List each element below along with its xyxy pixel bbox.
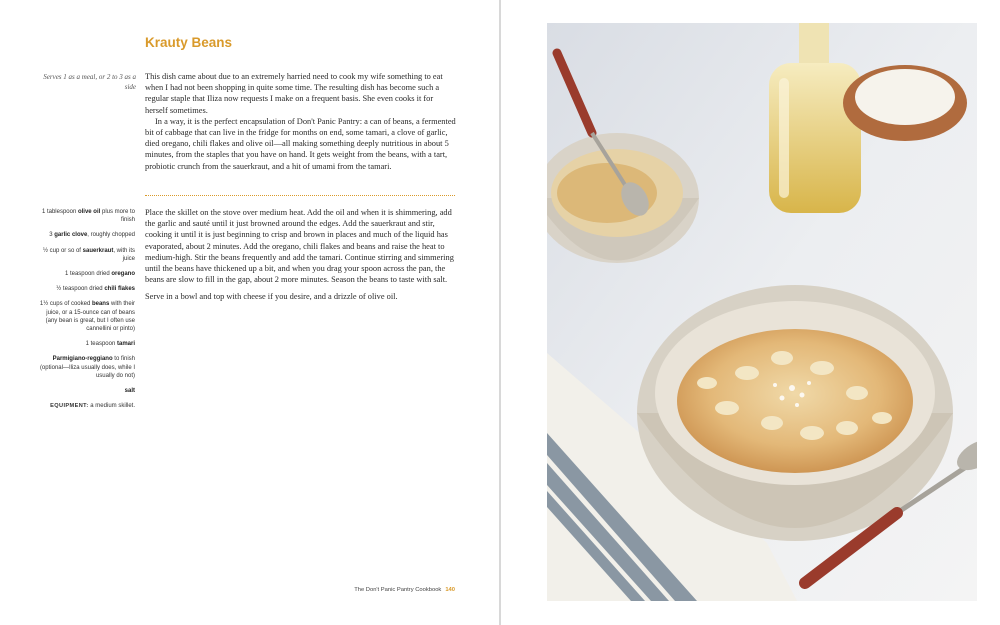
ingredient-item: 1 tablespoon olive oil plus more to finish	[41, 209, 135, 224]
page-number: 140	[445, 587, 455, 593]
ingredient-item: ½ cup or so of sauerkraut, with its juice	[42, 247, 135, 262]
ingredient-list	[36, 208, 135, 417]
page-footer	[300, 587, 455, 593]
ingredient-item: 1½ cups of cooked beans with their juice, or a 15-ounce can of beans (any bean is great, but I often use cannellini or pinto)	[39, 301, 135, 333]
ingredient-item: 1 teaspoon tamari	[85, 341, 135, 348]
photo-bowls-of-krauty-beans-icon	[547, 23, 977, 601]
equipment-note: EQUIPMENT: a medium skillet.	[50, 403, 135, 410]
method-paragraph: Place the skillet on the stove over medium heat. Add the oil and when it is shimmering, add the garlic and sauté until it just browned around the edges. Add the sauerkraut and stir, cooking it until it is just beginning to crisp and brown in places and much of the liquid has evaporated, about 2 minutes. Add the oregano, chili flakes and beans and raise the heat to medium-high. Stir the beans frequently and add the tamari. Continue stirring and simmering until the beans have thickened up a bit, and when you drag your spoon across the pan, the beans are slow to fill in the gap, about 2 more minutes. Season the beans to taste with salt.	[145, 208, 454, 285]
right-page	[501, 0, 1000, 625]
serves-note: Serves 1 as a meal, or 2 to 3 as a side	[43, 73, 136, 91]
recipe-title: Krauty Beans	[145, 35, 233, 50]
left-page	[0, 0, 499, 625]
ingredient-item: ½ teaspoon dried chili flakes	[56, 286, 135, 293]
intro-text	[145, 71, 457, 172]
dotted-divider	[145, 195, 455, 196]
ingredient-item: 3 garlic clove, roughly chopped	[49, 232, 135, 239]
ingredient-item: 1 teaspoon dried oregano	[64, 271, 135, 278]
ingredient-item: salt	[124, 388, 135, 395]
ingredient-item: Parmigiano-reggiano to finish (optional—Iliza usually does, while I usually do not)	[39, 356, 135, 379]
method-paragraph: Serve in a bowl and top with cheese if you desire, and a drizzle of olive oil.	[145, 292, 398, 302]
intro-paragraph: In a way, it is the perfect encapsulation of Don't Panic Pantry: a can of beans, a fermented bit of cabbage that can live in the fridge for months on end, some tamari, a clove of garlic, died oregano, chili flakes and olive oil—all making something deeply nutritious in about 5 minutes, from the staples that you have on hand. It gets weight from the beans, with a tart, probiotic crunch from the sauerkraut, and a hit of umami from the tamari.	[145, 116, 456, 171]
method-text	[145, 207, 457, 309]
intro-paragraph: This dish came about due to an extremely harried need to cook my wife something to eat when I had not been shopping in quite some time. The resulting dish has become such a regular staple that Iliza now requests I make on a frequent basis. She even cooks it for herself sometimes.	[145, 72, 443, 115]
book-title: The Don't Panic Pantry Cookbook	[354, 587, 442, 593]
